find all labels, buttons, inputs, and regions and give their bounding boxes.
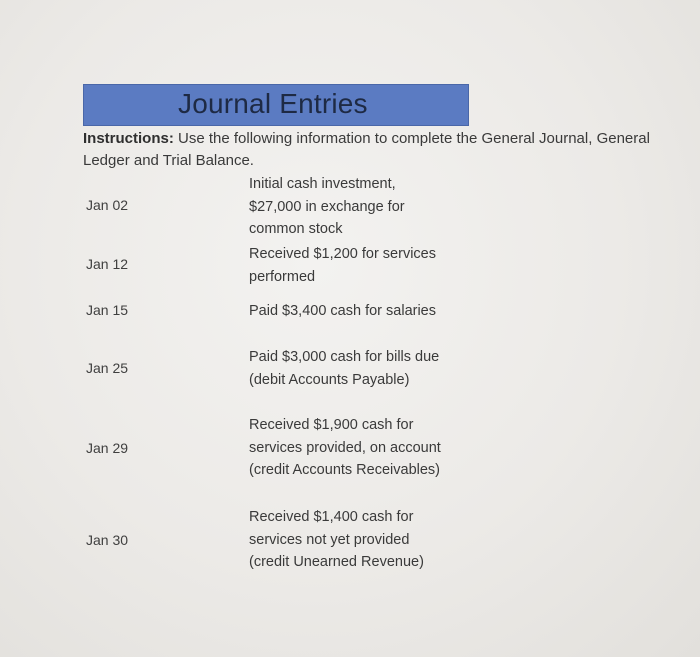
- entry-line: (debit Accounts Payable): [249, 371, 410, 388]
- entry-description-jan-15: [249, 300, 479, 323]
- entry-line: Received $1,400 cash for: [249, 509, 414, 525]
- entry-date-jan-15: Jan 15: [86, 302, 129, 318]
- entry-line: Paid $3,000 cash for bills due: [249, 349, 440, 365]
- entry-line: Received $1,900 cash for: [249, 417, 414, 433]
- entry-line: services not yet provided: [249, 531, 410, 548]
- page-title: Journal Entries: [178, 88, 368, 119]
- instructions-text: [83, 128, 663, 172]
- entry-line: services provided, on account: [249, 439, 441, 456]
- title-banner: [83, 84, 469, 126]
- entry-description-jan-25: [249, 346, 479, 391]
- entry-line: Initial cash investment,: [249, 176, 396, 192]
- entry-description-jan-30: [249, 506, 479, 574]
- entry-line: (credit Accounts Receivables): [249, 462, 440, 478]
- entry-description-jan-02: [249, 173, 479, 241]
- entry-line: $27,000 in exchange for: [249, 198, 405, 215]
- entry-date-jan-02: Jan 02: [86, 197, 129, 213]
- entry-description-jan-12: [249, 243, 479, 288]
- entry-line: common stock: [249, 221, 343, 237]
- entry-line: Received $1,200 for services: [249, 246, 436, 262]
- entry-date-jan-12: Jan 12: [86, 256, 129, 272]
- entry-description-jan-29: [249, 414, 479, 482]
- entry-line: performed: [249, 268, 316, 285]
- entry-date-jan-30: Jan 30: [86, 532, 129, 548]
- entry-date-jan-25: Jan 25: [86, 360, 129, 376]
- entry-line: Paid $3,400 cash for salaries: [249, 303, 436, 319]
- instructions-label: Instructions:: [83, 130, 174, 147]
- instructions-body: Use the following information to complete the General Journal, General Ledger and Trial Balance.: [83, 130, 650, 169]
- entry-date-jan-29: Jan 29: [86, 440, 129, 456]
- entry-line: (credit Unearned Revenue): [249, 554, 424, 570]
